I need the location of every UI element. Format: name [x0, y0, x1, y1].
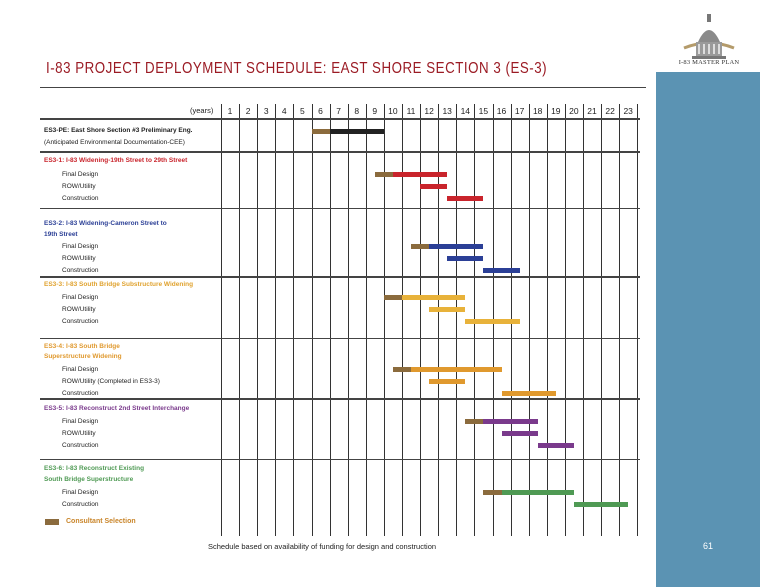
grid-vline [601, 104, 602, 536]
group-title-line2: 19th Street [44, 231, 78, 238]
schedule-bar [429, 379, 465, 384]
task-label: Construction [62, 501, 99, 508]
schedule-bar [502, 431, 538, 436]
task-label: Construction [62, 442, 99, 449]
grid-vline [312, 104, 313, 536]
year-header-20: 20 [569, 106, 579, 116]
task-label: Construction [62, 390, 99, 397]
years-label: (years) [190, 106, 214, 115]
task-label: Final Design [62, 418, 99, 425]
page-title: I-83 PROJECT DEPLOYMENT SCHEDULE: EAST SHORE SECTION 3 (ES-3) [46, 60, 548, 77]
grid-vline [366, 104, 367, 536]
schedule-bar [502, 391, 556, 396]
section-divider [40, 118, 640, 120]
schedule-bar [420, 184, 447, 189]
grid-vline [384, 104, 385, 536]
group-title: ES3-6: I-83 Reconstruct Existing [44, 465, 145, 472]
section-divider [40, 459, 640, 460]
group-title-line2: South Bridge Superstructure [44, 476, 134, 483]
year-header-8: 8 [354, 106, 360, 116]
consultant-bar [384, 295, 402, 300]
section-divider [40, 151, 640, 153]
year-header-21: 21 [587, 106, 597, 116]
year-header-23: 23 [623, 106, 633, 116]
schedule-bar [465, 319, 519, 324]
page-number: 61 [702, 541, 713, 551]
year-header-14: 14 [460, 106, 471, 116]
grid-vline [438, 104, 439, 536]
task-label: Construction [62, 195, 99, 202]
group-title: ES3-3: I-83 South Bridge Substructure Widening [44, 281, 194, 288]
grid-vline [293, 104, 294, 536]
task-label: ROW/Utility [62, 306, 96, 313]
task-label: Final Design [62, 171, 99, 178]
grid-vline [275, 104, 276, 536]
schedule-bar [429, 307, 465, 312]
year-header-3: 3 [263, 106, 269, 116]
grid-vline [402, 104, 403, 536]
schedule-bar [447, 196, 483, 201]
grid-vline [547, 104, 548, 536]
consultant-legend-swatch [45, 519, 59, 525]
section-divider [40, 338, 640, 339]
schedule-bar [447, 256, 483, 261]
schedule-bar [429, 244, 483, 249]
task-label: Final Design [62, 366, 99, 373]
footnote: Schedule based on availability of funding for design and construction [208, 542, 437, 551]
logo-text: I-83 MASTER PLAN [678, 59, 740, 66]
section-divider [40, 398, 640, 400]
year-header-17: 17 [514, 106, 525, 116]
task-label: Final Design [62, 489, 99, 496]
task-label: Final Design [62, 243, 99, 250]
schedule-bar [483, 268, 519, 273]
schedule-bar [502, 490, 574, 495]
section-divider [40, 208, 640, 209]
year-header-12: 12 [424, 106, 434, 116]
year-header-19: 19 [551, 106, 561, 116]
schedule-bar [574, 502, 628, 507]
year-header-11: 11 [406, 106, 416, 116]
group-subtitle: (Anticipated Environmental Documentation-CEE) [44, 139, 185, 146]
sidebar-band [656, 72, 760, 587]
grid-vline [456, 104, 457, 536]
year-header-4: 4 [281, 106, 287, 116]
task-label: Final Design [62, 294, 99, 301]
grid-vline [637, 104, 638, 536]
schedule-bar [402, 295, 465, 300]
grid-vline [529, 104, 530, 536]
grid-vline [420, 104, 421, 536]
group-title: ES3-5: I-83 Reconstruct 2nd Street Interchange [44, 405, 190, 412]
consultant-bar [411, 244, 429, 249]
group-title-line2: Superstructure Widening [44, 353, 122, 360]
grid-vline [348, 104, 349, 536]
group-title: ES3-4: I-83 South Bridge [44, 343, 120, 350]
consultant-bar [375, 172, 393, 177]
section-divider [40, 276, 640, 278]
task-label: ROW/Utility [62, 183, 96, 190]
task-label: Construction [62, 267, 99, 274]
grid-vline [619, 104, 620, 536]
year-header-6: 6 [318, 106, 323, 116]
group-title: ES3-PE: East Shore Section #3 Preliminary Eng. [44, 127, 193, 134]
year-header-13: 13 [442, 106, 452, 116]
task-label: Construction [62, 318, 99, 325]
schedule-bar [330, 129, 384, 134]
year-header-7: 7 [336, 106, 341, 116]
year-header-5: 5 [300, 106, 305, 116]
year-header-10: 10 [388, 106, 398, 116]
schedule-bar [538, 443, 574, 448]
consultant-bar [312, 129, 330, 134]
grid-vline [221, 104, 222, 536]
group-title: ES3-2: I-83 Widening-Cameron Street to [44, 220, 167, 227]
schedule-bar [393, 172, 447, 177]
grid-vline [583, 104, 584, 536]
group-title: ES3-1: I-83 Widening-19th Street to 29th Street [44, 157, 188, 164]
schedule-bar [411, 367, 502, 372]
consultant-bar [465, 419, 483, 424]
task-label: ROW/Utility [62, 430, 96, 437]
year-header-18: 18 [532, 106, 543, 116]
grid-vline [565, 104, 566, 536]
year-header-2: 2 [245, 106, 251, 116]
consultant-legend-label: Consultant Selection [66, 518, 136, 525]
grid-vline [257, 104, 258, 536]
schedule-bar [483, 419, 537, 424]
year-header-15: 15 [478, 106, 489, 116]
task-label: ROW/Utility (Completed in ES3-3) [62, 378, 160, 385]
year-header-16: 16 [496, 106, 507, 116]
year-header-22: 22 [605, 106, 615, 116]
task-label: ROW/Utility [62, 255, 96, 262]
year-header-1: 1 [227, 106, 233, 116]
title-rule [40, 87, 646, 88]
consultant-bar [483, 490, 501, 495]
grid-vline [239, 104, 240, 536]
year-header-9: 9 [372, 106, 378, 116]
grid-vline [330, 104, 331, 536]
consultant-bar [393, 367, 411, 372]
